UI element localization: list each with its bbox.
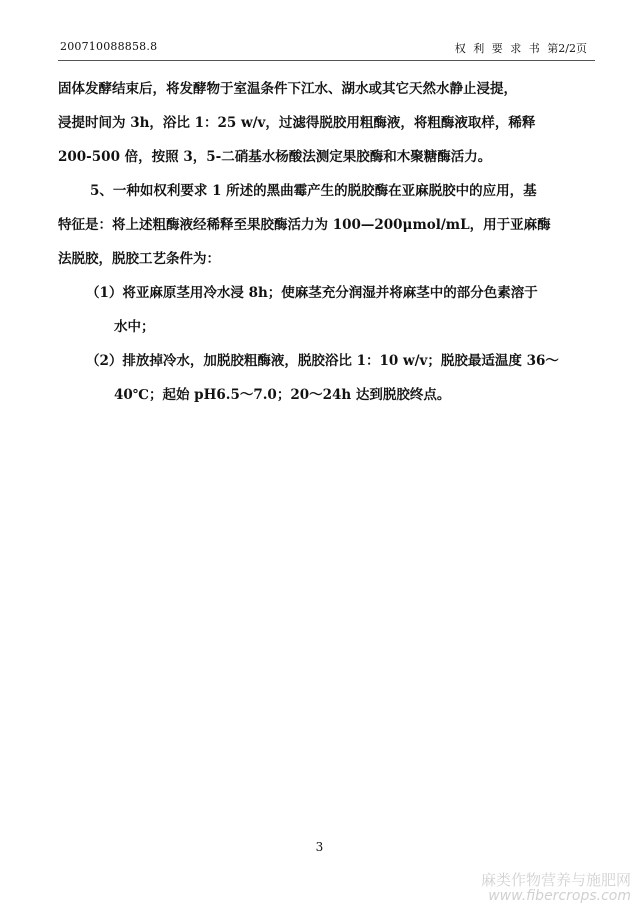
- header-doc-number: 200710088858.8: [60, 40, 158, 53]
- watermark-site-name: 麻类作物营养与施肥网: [480, 871, 631, 889]
- watermark-url: www.fibercrops.com: [488, 888, 631, 904]
- header-page-indicator: 第2/2页: [547, 42, 587, 55]
- step-1-line: （1）将亚麻原茎用冷水浸 8h；使麻茎充分润湿并将麻茎中的部分色素溶于: [86, 285, 538, 301]
- body-line: 固体发酵结束后，将发酵物于室温条件下江水、湖水或其它天然水静止浸提，: [58, 81, 517, 97]
- header-section-title: 权 利 要 求 书: [454, 42, 540, 55]
- body-line: 法脱胶，脱胶工艺条件为：: [58, 251, 220, 267]
- header-divider: [58, 60, 595, 61]
- body-line: 特征是：将上述粗酶液经稀释至果胶酶活力为 100—200μmol/mL，用于亚麻酶: [58, 217, 551, 233]
- claim-5-first-line: 5、一种如权利要求 1 所述的黑曲霉产生的脱胶酶在亚麻脱胶中的应用，基: [90, 183, 537, 199]
- header-section: [455, 40, 587, 56]
- body-line: 浸提时间为 3h，浴比 1：25 w/v，过滤得脱胶用粗酶液，将粗酶液取样，稀释: [58, 115, 536, 131]
- step-2-continuation: 40℃；起始 pH6.5～7.0；20～24h 达到脱胶终点。: [114, 387, 451, 403]
- step-2-line: （2）排放掉冷水，加脱胶粗酶液，脱胶浴比 1：10 w/v；脱胶最适温度 36～: [86, 353, 559, 369]
- step-1-continuation: 水中；: [114, 319, 155, 335]
- claims-body: [58, 72, 599, 412]
- body-line: 200-500 倍，按照 3，5-二硝基水杨酸法测定果胶酶和木聚糖酶活力。: [58, 149, 492, 165]
- site-watermark: [481, 872, 631, 904]
- page-number: 3: [315, 840, 324, 854]
